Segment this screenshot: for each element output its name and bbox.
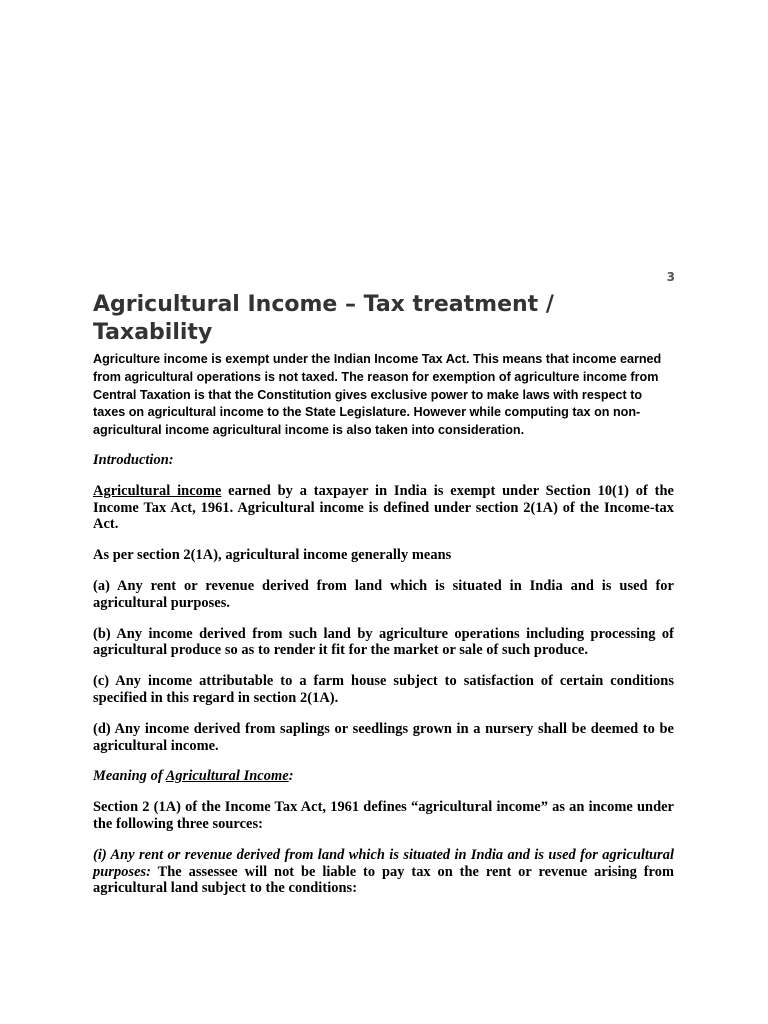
page-number: 3	[666, 270, 675, 284]
item-b: (b) Any income derived from such land by agriculture operations including processing of agricultural produce so as to render it fit for the market or sale of such produce.	[93, 625, 674, 659]
document-body	[93, 291, 674, 897]
introduction-heading	[93, 452, 674, 469]
section-lead: As per section 2(1A), agricultural income generally means	[93, 547, 452, 564]
agricultural-income-link[interactable]: Agricultural income	[93, 482, 222, 499]
meaning-heading-prefix: Meaning of	[93, 768, 166, 785]
item-d: (d) Any income derived from saplings or seedlings grown in a nursery shall be deemed to be agricultural income.	[93, 720, 674, 754]
introduction-heading-text: Introduction:	[93, 451, 174, 468]
meaning-paragraph: Section 2 (1A) of the Income Tax Act, 1961 defines “agricultural income” as an income under the following three sources:	[93, 799, 674, 832]
page-title: Agricultural Income – Tax treatment / Taxability	[93, 292, 554, 345]
intro-paragraph-text: earned by a taxpayer in India is exempt under Section 10(1) of the Income Tax Act, 1961. Agricultural income is defined under section 2(1A) of the Income-tax Act.	[93, 482, 674, 533]
agricultural-income-link[interactable]: Agricultural Income	[165, 768, 289, 785]
source-i-text: The assessee will not be liable to pay tax on the rent or revenue arising from agricultural land subject to the conditions:	[93, 863, 674, 897]
meaning-heading	[93, 768, 674, 785]
summary-paragraph: Agriculture income is exempt under the Indian Income Tax Act. This means that income earned from agricultural operations is not taxed. The reason for exemption of agriculture income from Central Taxation is that the Constitution gives exclusive power to make laws with respect to taxes on agricultural income to the State Legislature. However while computing tax on non-agricultural income agricultural income is also taken into consideration.	[93, 352, 662, 438]
meaning-heading-suffix: :	[288, 768, 294, 785]
item-a: (a) Any rent or revenue derived from land which is situated in India and is used for agricultural purposes.	[93, 577, 674, 611]
intro-paragraph	[93, 483, 674, 533]
source-i-heading: (i) Any rent or revenue derived from land which is situated in India and is used for agricultural purposes:	[93, 846, 674, 880]
item-c: (c) Any income attributable to a farm house subject to satisfaction of certain conditions specified in this regard in section 2(1A).	[93, 673, 674, 706]
source-i-paragraph	[93, 847, 674, 897]
